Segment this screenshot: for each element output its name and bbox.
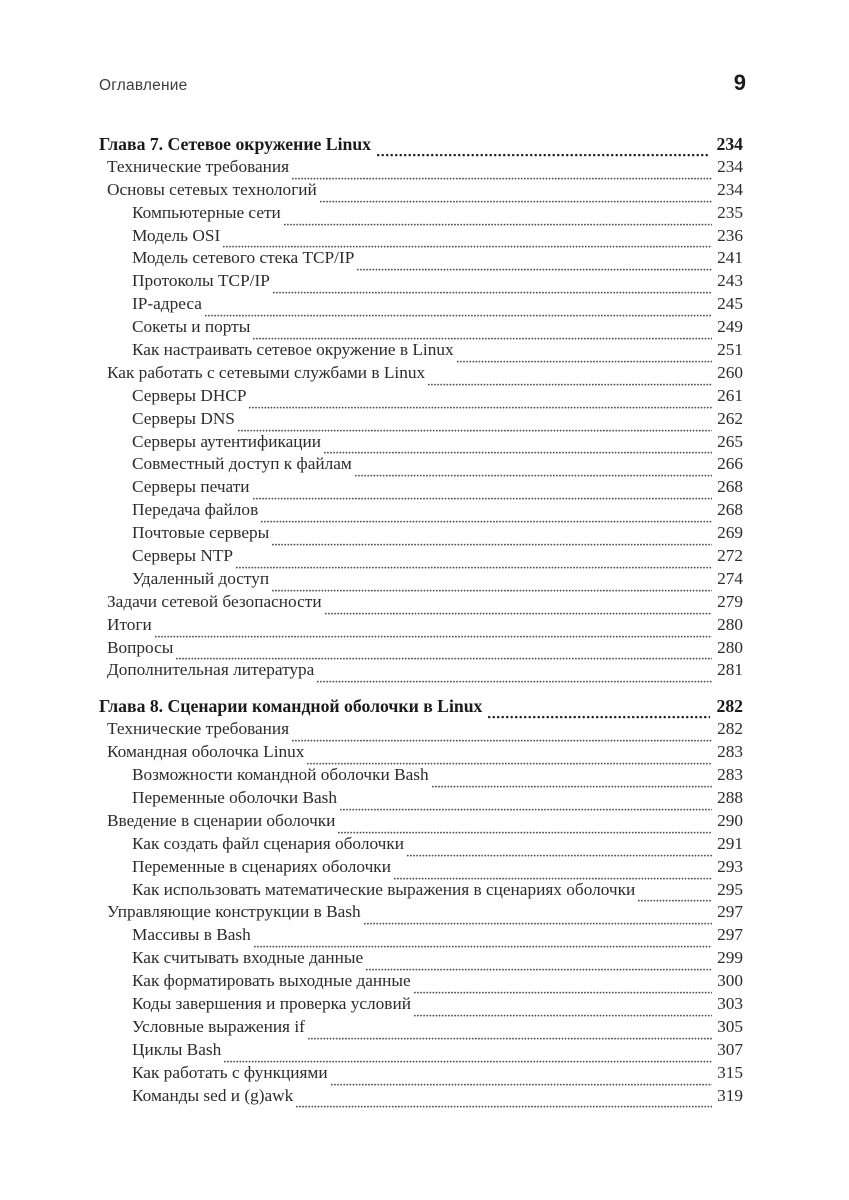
- toc-chapter-row: [99, 134, 743, 157]
- toc-entry: [99, 226, 743, 249]
- toc-entry-label: Основы сетевых технологий: [107, 179, 317, 199]
- toc-entry-page: 297: [717, 902, 743, 922]
- dot-leader: [414, 1013, 712, 1017]
- toc-entry: [99, 994, 743, 1017]
- toc-entry-label: Компьютерные сети: [132, 202, 281, 222]
- dot-leader: [320, 199, 712, 203]
- toc-entry-page: 241: [717, 248, 743, 268]
- toc-entry: [99, 719, 743, 742]
- dot-leader: [273, 290, 712, 294]
- toc-entry-label: Итоги: [107, 614, 152, 634]
- toc-entry-page: 262: [717, 408, 743, 428]
- toc-entry-page: 280: [717, 614, 743, 634]
- toc-entry-label: Серверы DHCP: [132, 385, 247, 405]
- toc-entry: [99, 1063, 743, 1086]
- toc-entry: [99, 340, 743, 363]
- toc-entry-page: 300: [717, 971, 743, 991]
- dot-leader: [272, 542, 712, 546]
- dot-leader: [292, 176, 712, 180]
- toc-entry-page: 279: [717, 591, 743, 611]
- toc-entry-page: 268: [717, 500, 743, 520]
- dot-leader: [366, 967, 712, 971]
- toc-entry-page: 299: [717, 948, 743, 968]
- toc-entry-label: Команды sed и (g)awk: [132, 1085, 294, 1105]
- toc-entry-label: Циклы Bash: [132, 1039, 222, 1059]
- toc: [99, 134, 743, 1108]
- dot-leader: [292, 738, 712, 742]
- toc-entry-label: Протоколы TCP/IP: [132, 271, 270, 291]
- toc-chapter-row-label: Глава 7. Сетевое окружение Linux: [99, 134, 372, 154]
- toc-entry-page: 268: [717, 477, 743, 497]
- toc-entry: [99, 477, 743, 500]
- toc-entry: [99, 409, 743, 432]
- toc-entry-page: 303: [717, 993, 743, 1013]
- toc-entry: [99, 880, 743, 903]
- toc-entry-label: Модель сетевого стека TCP/IP: [132, 248, 355, 268]
- toc-entry: [99, 834, 743, 857]
- dot-leader: [364, 921, 712, 925]
- toc-entry-page: 269: [717, 523, 743, 543]
- toc-entry: [99, 523, 743, 546]
- toc-entry: [99, 386, 743, 409]
- toc-entry-page: 319: [717, 1085, 743, 1105]
- toc-entry: [99, 788, 743, 811]
- toc-entry-label: Почтовые серверы: [132, 523, 270, 543]
- toc-entry-label: Как работать с функциями: [132, 1062, 328, 1082]
- toc-entry-label: Массивы в Bash: [132, 925, 251, 945]
- dot-leader: [155, 634, 712, 638]
- toc-entry-page: 243: [717, 271, 743, 291]
- toc-entry-label: Коды завершения и проверка условий: [132, 993, 411, 1013]
- toc-entry-label: Командная оболочка Linux: [107, 742, 305, 762]
- toc-entry: [99, 857, 743, 880]
- toc-entry-label: Задачи сетевой безопасности: [107, 591, 322, 611]
- toc-chapter-row-label: Глава 8. Сценарии командной оболочки в Linux: [99, 696, 483, 717]
- dot-leader: [432, 784, 712, 788]
- dot-leader: [296, 1104, 712, 1108]
- dot-leader: [355, 473, 712, 477]
- toc-entry: [99, 902, 743, 925]
- toc-entry-label: Возможности командной оболочки Bash: [132, 765, 429, 785]
- toc-entry: [99, 454, 743, 477]
- dot-leader: [488, 714, 710, 719]
- toc-entry-label: Переменные оболочки Bash: [132, 787, 338, 807]
- toc-entry: [99, 157, 743, 180]
- toc-entry-page: 234: [717, 179, 743, 199]
- toc-entry-page: 307: [717, 1039, 743, 1059]
- toc-entry-page: 266: [717, 454, 743, 474]
- toc-entry-label: Как создать файл сценария оболочки: [132, 833, 405, 853]
- toc-entry-page: 260: [717, 362, 743, 382]
- dot-leader: [357, 267, 712, 271]
- toc-entry-label: Как работать с сетевыми службами в Linux: [107, 362, 426, 382]
- toc-entry-page: 265: [717, 431, 743, 451]
- dot-leader: [236, 565, 712, 569]
- dot-leader: [407, 853, 712, 857]
- toc-entry: [99, 546, 743, 569]
- toc-entry-page: 283: [717, 742, 743, 762]
- toc-entry-label: Серверы аутентификации: [132, 431, 322, 451]
- toc-entry: [99, 765, 743, 788]
- dot-leader: [317, 679, 712, 683]
- toc-entry: [99, 317, 743, 340]
- toc-entry-page: 280: [717, 637, 743, 657]
- toc-entry-label: Как настраивать сетевое окружение в Linux: [132, 340, 454, 360]
- toc-entry: [99, 811, 743, 834]
- toc-entry-label: Как форматировать выходные данные: [132, 971, 411, 991]
- toc-entry: [99, 948, 743, 971]
- toc-entry: [99, 432, 743, 455]
- toc-entry-label: Дополнительная литература: [107, 660, 315, 680]
- dot-leader: [638, 898, 712, 902]
- toc-entry: [99, 294, 743, 317]
- dot-leader: [249, 405, 712, 409]
- dot-leader: [325, 611, 713, 615]
- header-title: Оглавление: [99, 77, 188, 94]
- toc-entry-page: 295: [717, 879, 743, 899]
- toc-entry-page: 305: [717, 1016, 743, 1036]
- toc-entry-page: 297: [717, 925, 743, 945]
- toc-entry-label: Технические требования: [107, 156, 290, 176]
- dot-leader: [457, 359, 712, 363]
- toc-entry-page: 236: [717, 225, 743, 245]
- dot-leader: [205, 313, 712, 317]
- toc-chapter-row-page: 282: [716, 696, 743, 717]
- toc-entry-label: IP-адреса: [132, 294, 202, 314]
- dot-leader: [261, 519, 712, 523]
- toc-entry-page: 272: [717, 546, 743, 566]
- dot-leader: [414, 990, 712, 994]
- toc-entry-page: 293: [717, 856, 743, 876]
- toc-entry-page: 281: [717, 660, 743, 680]
- toc-entry-page: 249: [717, 317, 743, 337]
- toc-entry-page: 245: [717, 294, 743, 314]
- toc-entry-label: Введение в сценарии оболочки: [107, 810, 336, 830]
- toc-entry-label: Управляющие конструкции в Bash: [107, 902, 361, 922]
- toc-entry: [99, 1086, 743, 1109]
- toc-entry: [99, 1040, 743, 1063]
- toc-entry-label: Сокеты и порты: [132, 317, 251, 337]
- toc-entry-label: Серверы DNS: [132, 408, 235, 428]
- toc-entry: [99, 971, 743, 994]
- toc-entry-label: Передача файлов: [132, 500, 259, 520]
- dot-leader: [284, 222, 712, 226]
- toc-entry: [99, 660, 743, 683]
- toc-entry: [99, 569, 743, 592]
- toc-entry: [99, 615, 743, 638]
- toc-entry-label: Вопросы: [107, 637, 174, 657]
- toc-entry: [99, 248, 743, 271]
- toc-entry-page: 274: [717, 568, 743, 588]
- toc-entry-label: Как считывать входные данные: [132, 948, 364, 968]
- toc-entry-label: Технические требования: [107, 719, 290, 739]
- toc-entry: [99, 925, 743, 948]
- toc-chapter-row: [99, 696, 743, 719]
- toc-entry-page: 288: [717, 787, 743, 807]
- dot-leader: [428, 382, 712, 386]
- toc-entry-label: Как использовать математические выражения в сценариях оболочки: [132, 879, 636, 899]
- dot-leader: [377, 152, 710, 157]
- toc-entry: [99, 500, 743, 523]
- toc-entry-page: 261: [717, 385, 743, 405]
- toc-entry: [99, 271, 743, 294]
- toc-entry-page: 234: [717, 156, 743, 176]
- toc-entry-page: 315: [717, 1062, 743, 1082]
- page-number: 9: [733, 70, 746, 95]
- toc-entry-page: 282: [717, 719, 743, 739]
- toc-entry-page: 235: [717, 202, 743, 222]
- dot-leader: [324, 450, 712, 454]
- toc-entry: [99, 638, 743, 661]
- toc-chapter-row-page: 234: [716, 134, 743, 154]
- toc-entry-label: Модель OSI: [132, 225, 221, 245]
- toc-entry: [99, 592, 743, 615]
- toc-entry: [99, 1017, 743, 1040]
- toc-entry-page: 251: [717, 340, 743, 360]
- toc-entry-label: Условные выражения if: [132, 1016, 305, 1036]
- dot-leader: [253, 496, 713, 500]
- dot-leader: [308, 1036, 712, 1040]
- toc-entry-label: Переменные в сценариях оболочки: [132, 856, 391, 876]
- toc-entry: [99, 363, 743, 386]
- toc-entry-page: 290: [717, 810, 743, 830]
- toc-entry-page: 283: [717, 765, 743, 785]
- dot-leader: [331, 1082, 712, 1086]
- toc-entry-label: Серверы NTP: [132, 546, 233, 566]
- toc-entry-label: Совместный доступ к файлам: [132, 454, 352, 474]
- page-header: [99, 70, 746, 98]
- toc-entry: [99, 742, 743, 765]
- toc-entry-label: Серверы печати: [132, 477, 250, 497]
- dot-leader: [272, 588, 712, 592]
- toc-entry: [99, 180, 743, 203]
- dot-leader: [340, 807, 712, 811]
- toc-entry-label: Удаленный доступ: [132, 568, 270, 588]
- toc-entry: [99, 203, 743, 226]
- toc-entry-page: 291: [717, 833, 743, 853]
